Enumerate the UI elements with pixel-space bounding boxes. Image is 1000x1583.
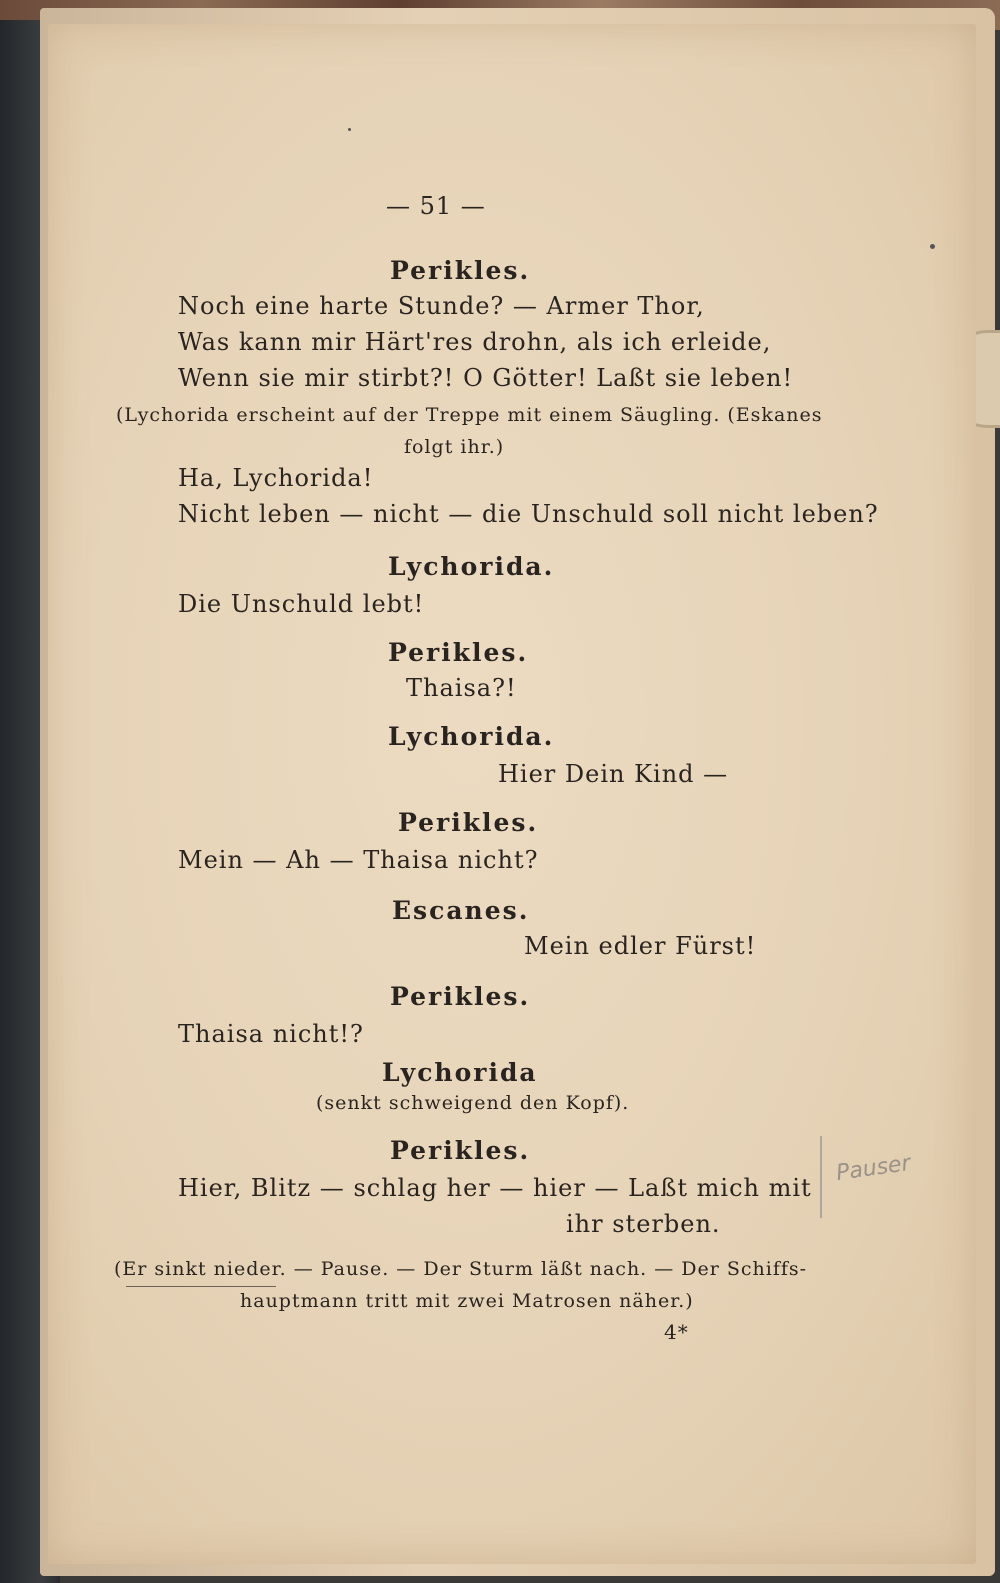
speaker-perikles: Perikles. xyxy=(390,256,531,285)
stage-direction: (Lychorida erscheint auf der Treppe mit einem Säugling. (Eskanes xyxy=(116,404,823,426)
pencil-annotation: Pauser xyxy=(834,1150,913,1187)
speaker-lychorida: Lychorida. xyxy=(388,722,555,751)
verse-line: Noch eine harte Stunde? — Armer Thor, xyxy=(178,292,705,320)
verse-line: Hier Dein Kind — xyxy=(498,760,729,788)
book-page xyxy=(48,24,976,1564)
speaker-perikles: Perikles. xyxy=(398,808,539,837)
verse-line: Die Unschuld lebt! xyxy=(178,590,425,618)
speaker-lychorida: Lychorida xyxy=(382,1058,538,1087)
speaker-lychorida: Lychorida. xyxy=(388,552,555,581)
speaker-escanes: Escanes. xyxy=(392,896,530,925)
ink-speck xyxy=(930,244,935,249)
verse-line: Nicht leben — nicht — die Unschuld soll nicht leben? xyxy=(178,500,879,528)
verse-line: Wenn sie mir stirbt?! O Götter! Laßt sie leben! xyxy=(178,364,794,392)
pencil-underline xyxy=(126,1286,276,1287)
verse-line: Ha, Lychorida! xyxy=(178,464,374,492)
pencil-margin-line xyxy=(820,1136,822,1218)
verse-line: Mein — Ah — Thaisa nicht? xyxy=(178,846,539,874)
page-number: — 51 — xyxy=(386,192,486,220)
verse-line: Thaisa nicht!? xyxy=(178,1020,364,1048)
speaker-perikles: Perikles. xyxy=(390,1136,531,1165)
speaker-perikles: Perikles. xyxy=(388,638,529,667)
verse-line: Mein edler Fürst! xyxy=(524,932,757,960)
stage-direction: (Er sinkt nieder. — Pause. — Der Sturm läßt nach. — Der Schiffs- xyxy=(114,1258,808,1280)
verse-line: Was kann mir Härt'res drohn, als ich erleide, xyxy=(178,328,772,356)
verse-line: Thaisa?! xyxy=(406,674,517,702)
stage-direction: folgt ihr.) xyxy=(404,436,505,458)
signature-mark: 4* xyxy=(664,1320,689,1344)
stage-direction: hauptmann tritt mit zwei Matrosen näher.) xyxy=(240,1290,694,1312)
verse-line: Hier, Blitz — schlag her — hier — Laßt mich mit xyxy=(178,1174,812,1202)
ink-speck xyxy=(348,128,351,131)
stage-direction: (senkt schweigend den Kopf). xyxy=(316,1092,630,1114)
speaker-perikles: Perikles. xyxy=(390,982,531,1011)
verse-line: ihr sterben. xyxy=(566,1210,721,1238)
